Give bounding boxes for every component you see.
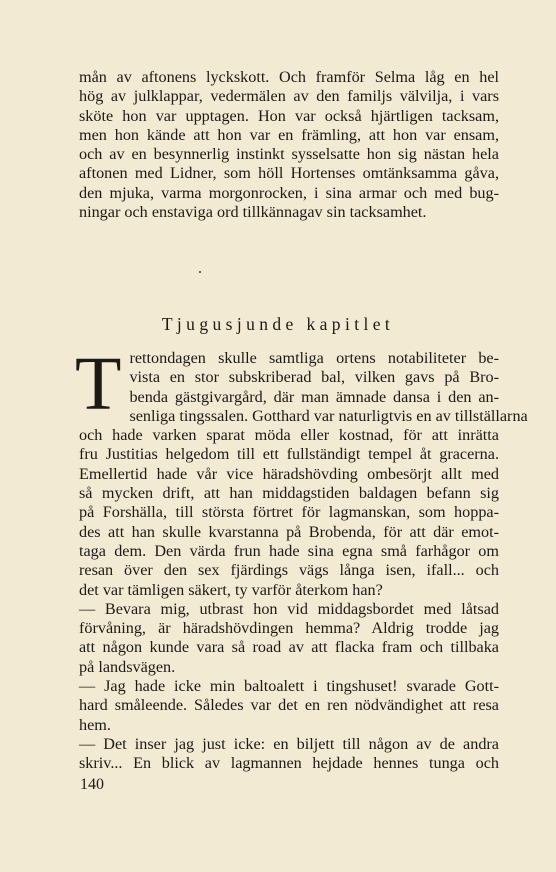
text-line: ningar och enstaviga ord tillkännagav sin tacksamhet.: [79, 203, 427, 222]
previous-chapter-paragraph: [79, 68, 499, 222]
text-line: mån av aftonens lyckskott. Och framför Selma låg en hel: [79, 68, 499, 86]
text-line: taga dem. Den värda frun hade sina egna små farhågor om: [79, 541, 499, 560]
page-number: 140: [80, 776, 104, 793]
text-line: hög av julklappar, vedermälen av den familjs välvilja, i vars: [79, 87, 499, 106]
chapter-title: Tjugusjunde kapitlet: [161, 314, 395, 334]
text-line: på Forshälla, till största förtret för lagmanskan, som hoppa-: [79, 503, 499, 522]
text-line: rettondagen skulle samtliga ortens notabiliteter be-: [129, 349, 499, 367]
text-line: det var tämligen säkert, ty varför återkom han?: [79, 580, 383, 599]
text-line: — Jag hade icke min baltoalett i tingshuset! svarade Gott-: [79, 677, 499, 696]
section-dot: [199, 271, 201, 273]
text-line: hard småleende. Således var det en ren nödvändighet att resa: [79, 696, 499, 715]
chapter-body: [75, 342, 528, 774]
text-line: på landsvägen.: [79, 657, 176, 676]
text-line: — Det inser jag just icke: en biljett till någon av de andra: [79, 734, 499, 753]
text-line: senliga tingssalen. Gotthard var naturligtvis en av tillställarna: [129, 406, 528, 425]
text-line: men hon kände att hon var en främling, att hon var ensam,: [79, 125, 499, 144]
text-line: och av en besynnerlig instinkt sysselsatte hon sig nästan hela: [79, 145, 499, 164]
drop-cap: T: [75, 342, 122, 426]
text-line: des att han skulle kvarstanna på Brobenda, för att där emot-: [79, 522, 499, 541]
text-line: sköte hon var upptagen. Hon var också hjärtligen tacksam,: [79, 106, 499, 125]
text-line: resan över den sex fjärdings vägs långa isen, ifall... och: [79, 561, 499, 580]
text-line: att någon kunde vara så road av att flacka fram och tillbaka: [79, 638, 499, 657]
text-line: och hade varken sparat möda eller kostnad, för att inrätta: [79, 426, 499, 445]
text-line: förvåning, är häradshövdingen hemma? Aldrig trodde jag: [79, 619, 499, 638]
text-line: Emellertid hade vår vice häradshövding ombesörjt allt med: [79, 464, 499, 483]
text-line: skriv... En blick av lagmannen hejdade hennes tunga och: [79, 754, 499, 773]
text-line: så mycken drift, att han middagstiden baldagen befann sig: [79, 484, 499, 503]
text-line: — Bevara mig, utbrast hon vid middagsbordet med låtsad: [79, 599, 499, 618]
text-line: fru Justitias helgedom till ett fullständigt tempel åt gracerna.: [79, 445, 499, 464]
text-line: aftonen med Lidner, som höll Hortenses omtänksamma gåva,: [79, 164, 499, 183]
text-line: vista en stor subskriberad bal, vilken gavs på Bro-: [129, 368, 499, 387]
text-line: benda gästgivargård, där man ämnade dansa i den an-: [129, 387, 499, 406]
text-line: hem.: [79, 715, 111, 734]
text-line: den mjuka, varma morgonrocken, i sina armar och med bug-: [79, 183, 499, 202]
